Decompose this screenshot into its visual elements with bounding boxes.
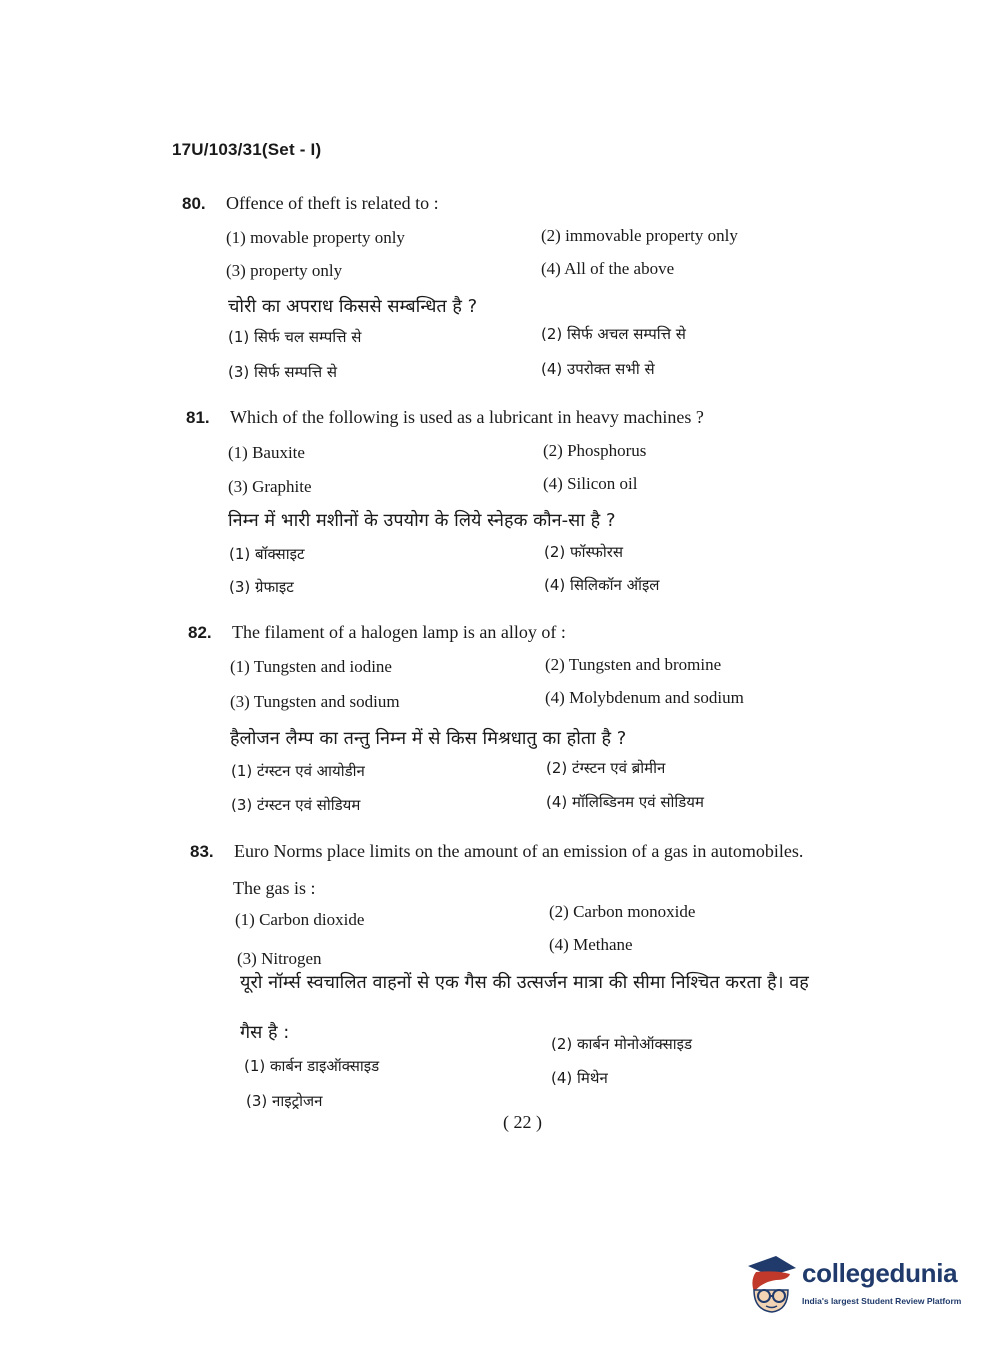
option-4-en: (4) Molybdenum and sodium [545, 688, 744, 707]
option-4-hi: (4) मॉलिब्डिनम एवं सोडियम [546, 793, 704, 811]
option-4-hi: (4) मिथेन [551, 1069, 608, 1087]
option-2-hi: (2) सिर्फ अचल सम्पत्ति से [541, 325, 686, 343]
option-1-hi: (1) टंग्स्टन एवं आयोडीन [231, 762, 365, 780]
option-2-en: (2) immovable property only [541, 226, 738, 245]
question-text-en: The filament of a halogen lamp is an alloy of : [232, 622, 566, 642]
option-3-hi: (3) नाइट्रोजन [246, 1092, 323, 1110]
option-3-hi: (3) सिर्फ सम्पत्ति से [228, 363, 337, 381]
collegedunia-logo [742, 1252, 972, 1318]
question-text-hi: हैलोजन लैम्प का तन्तु निम्न में से किस मिश्रधातु का होता है ? [230, 728, 627, 749]
question-text-hi: निम्न में भारी मशीनों के उपयोग के लिये स्नेहक कौन-सा है ? [228, 510, 616, 531]
option-1-en: (1) Bauxite [228, 443, 305, 462]
mascot-icon [742, 1252, 800, 1318]
option-3-en: (3) Tungsten and sodium [230, 692, 400, 711]
question-number: 82. [188, 623, 212, 642]
option-1-en: (1) Tungsten and iodine [230, 657, 392, 676]
question-number: 81. [186, 408, 210, 427]
option-3-hi: (3) टंग्स्टन एवं सोडियम [231, 796, 361, 814]
question-text-en: Offence of theft is related to : [226, 193, 439, 213]
question-text-en-cont: The gas is : [233, 878, 316, 898]
page-number: ( 22 ) [503, 1112, 542, 1132]
option-2-hi: (2) कार्बन मोनोऑक्साइड [551, 1035, 692, 1053]
option-4-hi: (4) सिलिकॉन ऑइल [544, 576, 660, 594]
option-1-en: (1) Carbon dioxide [235, 910, 365, 929]
option-3-en: (3) property only [226, 261, 343, 280]
option-2-hi: (2) फॉस्फोरस [544, 543, 624, 561]
option-3-hi: (3) ग्रेफाइट [229, 578, 294, 596]
option-2-hi: (2) टंग्स्टन एवं ब्रोमीन [546, 759, 666, 777]
option-4-en: (4) Silicon oil [543, 474, 638, 493]
option-1-hi: (1) कार्बन डाइऑक्साइड [244, 1057, 380, 1075]
question-text-hi: यूरो नॉर्म्स स्वचालित वाहनों से एक गैस की उत्सर्जन मात्रा की सीमा निश्चित करता है। वह [240, 972, 809, 993]
logo-tagline: India's largest Student Review Platform [802, 1296, 962, 1306]
option-4-en: (4) Methane [549, 935, 633, 954]
option-1-en: (1) movable property only [226, 228, 405, 247]
question-text-hi: चोरी का अपराध किससे सम्बन्धित है ? [228, 296, 478, 317]
logo-wordmark: collegedunia [802, 1258, 958, 1288]
question-number: 80. [182, 194, 206, 213]
option-3-en: (3) Nitrogen [237, 949, 322, 968]
question-number: 83. [190, 842, 214, 861]
question-text-hi-cont: गैस है : [240, 1022, 290, 1043]
question-text-en: Euro Norms place limits on the amount of an emission of a gas in automobiles. [234, 841, 804, 861]
option-2-en: (2) Tungsten and bromine [545, 655, 722, 674]
option-4-hi: (4) उपरोक्त सभी से [541, 360, 655, 378]
option-1-hi: (1) सिर्फ चल सम्पत्ति से [228, 328, 362, 346]
question-text-en: Which of the following is used as a lubricant in heavy machines ? [230, 407, 704, 427]
option-2-en: (2) Carbon monoxide [549, 902, 696, 921]
option-1-hi: (1) बॉक्साइट [229, 545, 305, 563]
option-3-en: (3) Graphite [228, 477, 312, 496]
option-2-en: (2) Phosphorus [543, 441, 647, 460]
option-4-en: (4) All of the above [541, 259, 675, 278]
paper-code: 17U/103/31(Set - I) [172, 140, 322, 159]
